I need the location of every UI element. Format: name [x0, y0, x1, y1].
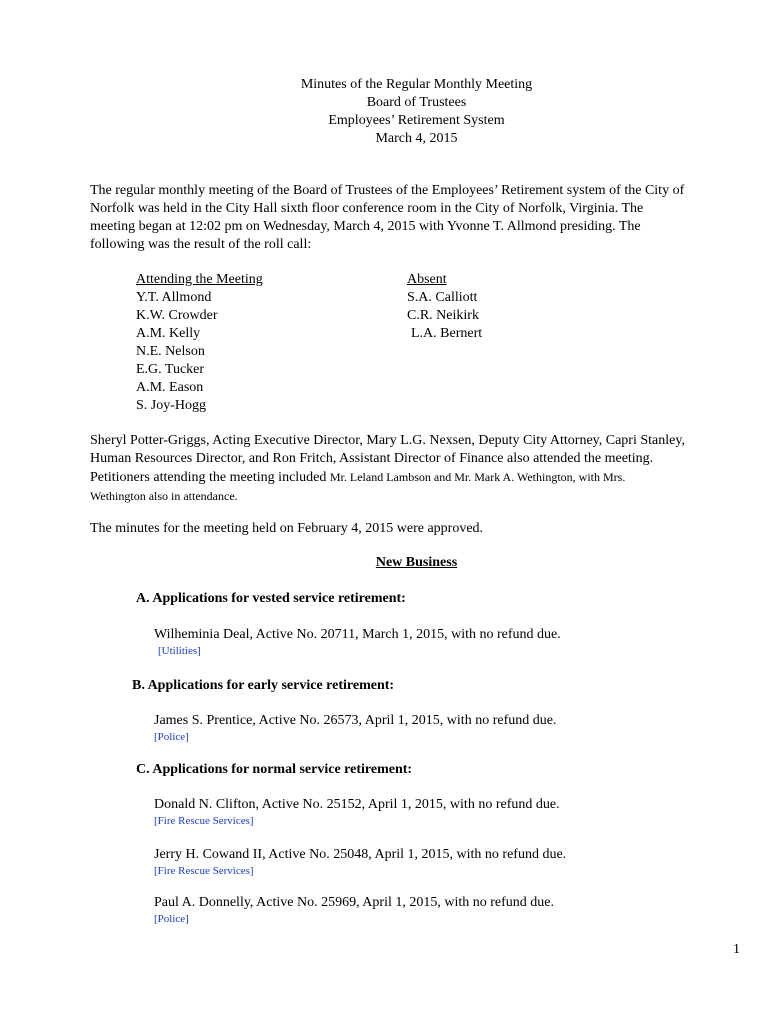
- page-number: 1: [733, 942, 740, 957]
- new-business-heading: New Business: [375, 555, 458, 570]
- retirement-entry: Wilheminia Deal, Active No. 20711, March 1, 2015, with no refund due.: [154, 627, 561, 642]
- attendees-line: Human Resources Director, and Ron Fritch, Assistant Director of Finance also attended the meeting.: [90, 451, 654, 466]
- department-tag: [Utilities]: [158, 645, 201, 657]
- retirement-entry: James S. Prentice, Active No. 26573, April 1, 2015, with no refund due.: [154, 713, 557, 728]
- intro-line: Norfolk was held in the City Hall sixth floor conference room in the City of Norfolk, Virginia. The: [90, 201, 644, 216]
- retirement-entry: Paul A. Donnelly, Active No. 25969, April 1, 2015, with no refund due.: [154, 895, 554, 910]
- attendees-line: Wethington also in attendance.: [90, 489, 238, 503]
- department-tag: [Fire Rescue Services]: [154, 815, 254, 827]
- retirement-entry: Donald N. Clifton, Active No. 25152, April 1, 2015, with no refund due.: [154, 797, 560, 812]
- attendees-line-part: Mr. Leland Lambson and Mr. Mark A. Wethington, with Mrs.: [329, 470, 626, 484]
- title-line-1: Minutes of the Regular Monthly Meeting: [300, 77, 533, 92]
- section-b-heading: B. Applications for early service retirement:: [132, 678, 395, 693]
- attendee-name: K.W. Crowder: [136, 308, 218, 323]
- department-tag: [Fire Rescue Services]: [154, 865, 254, 877]
- attendee-name: A.M. Kelly: [136, 326, 201, 341]
- section-a-heading: A. Applications for vested service retirement:: [136, 591, 406, 606]
- attendee-name: A.M. Eason: [136, 380, 204, 395]
- attendees-line: Sheryl Potter-Griggs, Acting Executive Director, Mary L.G. Nexsen, Deputy City Attorney, Capri Stanley,: [90, 433, 685, 448]
- document-title: [0, 76, 770, 148]
- minutes-approved: The minutes for the meeting held on February 4, 2015 were approved.: [90, 521, 484, 536]
- title-line-4: March 4, 2015: [375, 131, 458, 146]
- department-tag: [Police]: [154, 731, 189, 743]
- attendee-name: E.G. Tucker: [136, 362, 205, 377]
- absent-header: Absent: [407, 272, 447, 287]
- title-line-2: Board of Trustees: [366, 95, 467, 110]
- intro-line: meeting began at 12:02 pm on Wednesday, March 4, 2015 with Yvonne T. Allmond presiding. The: [90, 219, 641, 234]
- intro-line: following was the result of the roll call:: [90, 237, 312, 252]
- attending-header: Attending the Meeting: [136, 272, 263, 287]
- attendees-line: [90, 468, 755, 487]
- absent-list: [407, 271, 482, 343]
- intro-line: The regular monthly meeting of the Board of Trustees of the Employees’ Retirement system of the City of: [90, 183, 685, 198]
- title-line-3: Employees’ Retirement System: [328, 113, 505, 128]
- intro-paragraph: [90, 182, 750, 254]
- attendee-name: N.E. Nelson: [136, 344, 205, 359]
- attending-list: [136, 271, 263, 415]
- absent-name: C.R. Neikirk: [407, 308, 479, 323]
- attendees-line-part: Petitioners attending the meeting included: [90, 470, 330, 485]
- section-c-heading: C. Applications for normal service retirement:: [136, 762, 413, 777]
- absent-name: S.A. Calliott: [407, 290, 478, 305]
- department-tag: [Police]: [154, 913, 189, 925]
- absent-name: L.A. Bernert: [411, 326, 483, 341]
- attendee-name: Y.T. Allmond: [136, 290, 212, 305]
- attendee-name: S. Joy-Hogg: [136, 398, 207, 413]
- attendees-paragraph: [90, 432, 755, 505]
- retirement-entry: Jerry H. Cowand II, Active No. 25048, April 1, 2015, with no refund due.: [154, 847, 567, 862]
